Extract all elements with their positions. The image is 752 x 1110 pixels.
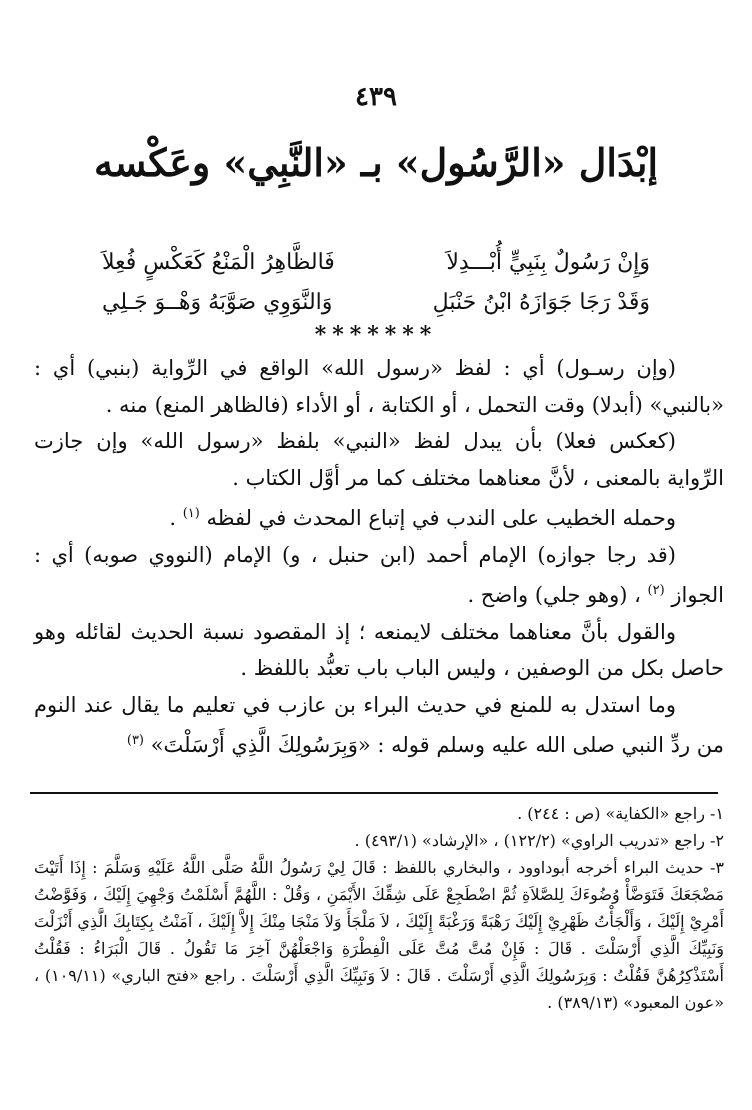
paragraph bbox=[34, 614, 724, 687]
paragraph-text: (وإن رسـول) أي : لفظ «رسول الله» الواقع في الرِّواية (بنبي) أي : «بالنبي» (أبدلا) وقت التحمل ، أو الكتابة ، أو الأداء (فالظاهر المنع) منه . bbox=[34, 356, 724, 417]
paragraph-text: (كعكس فعلا) بأن يبدل لفظ «النبي» بلفظ «رسول الله» وإن جازت الرِّواية بالمعنى ، لأنَّ معناهما مختلف كما مر أوَّل الكتاب . bbox=[34, 429, 724, 490]
asterisk-separator: ******* bbox=[314, 322, 438, 348]
paragraph-tail: ، (وهو جلي) واضح . bbox=[467, 583, 648, 607]
footnote-3: ٣- حديث البراء أخرجه أبوداوود ، والبخاري باللفظ : قَالَ لِيْ رَسُولُ اللَّهُ صَلَّى اللَّهُ عَلَيْهِ وَسَلَّمَ : إِذَا أَتَيْتَ مَضْجَعَكَ فَتَوَضَّأْ وُضُوءَكَ لِلصَّلاَةِ ثُمَّ اضْطَجِعْ عَلَى شِقِّكَ الأَيْمَنِ ، وَقُلْ : اللَّهُمَّ أَسْلَمْتُ وَجْهِيَ إِلَيْكَ ، وَفَوَّضْتُ أَمْرِيْ إِلَيْكَ ، وَأَلْجَأْتُ ظَهْرِيْ إِلَيْكَ رَهْبَةً وَرَغْبَةً إِلَيْكَ ، لاَ مَلْجَأَ وَلاَ مَنْجَا مِنْكَ إِلاَّ إِلَيْكَ ، آمَنْتُ بِكِتَابِكَ الَّذِي أَنْزَلْتَ وَنَبِيِّكَ الَّذِي أَرْسَلْتَ . قَالَ : فَإِنْ مُتَّ مُتَّ عَلَى الْفِطْرَةِ وَاجْعَلْهُنَّ آخِرَ مَا تَقُولُ . قَالَ الْبَرَاءُ : فَقُلْتُ أَسْتَذْكِرُهُنَّ فَقُلْتُ : وَبِرَسُولِكَ الَّذِي أَرْسَلْتَ . قَالَ : لاَ وَنَبِيِّكَ الَّذِي أَرْسَلْتَ . راجع «فتح الباري» (١٠٩/١١) ، «عون المعبود» (٣٨٩/١٣) . bbox=[34, 858, 724, 1012]
paragraph-text: (قد رجا جوازه) الإمام أحمد (ابن حنبل ، و) الإمام (النووي صوبه) أي : الجواز bbox=[34, 542, 724, 607]
verse-line-1 bbox=[102, 242, 650, 282]
commentary-body bbox=[34, 350, 724, 764]
footnote-1: ١- راجع «الكفاية» (ص : ٢٤٤) . bbox=[517, 804, 724, 823]
chapter-title: إبْدَال «الرَّسُول» بـ «النَّبِي» وعَكْسه bbox=[93, 140, 659, 185]
footnote-reference-3[interactable]: (٣) bbox=[126, 733, 144, 748]
footnote-reference-1[interactable]: (١) bbox=[182, 506, 200, 521]
verse-1-first-half: وَإِنْ رَسُولٌ بِنَبِيٍّ أُبْـــدِلاَ bbox=[446, 249, 650, 275]
footnote-2: ٢- راجع «تدريب الراوي» (١٢٢/٢) ، «الإرشاد» (٤٩٣/١) . bbox=[354, 831, 724, 850]
paragraph-text: وما استدل به للمنع في حديث البراء بن عازب في تعليم ما يقال عند النوم من ردِّ النبي صلى الله عليه وسلم قوله : «وَبِرَسُولِكَ الَّذِي أَرْسَلْتَ» bbox=[34, 692, 724, 757]
footnote-divider bbox=[30, 792, 718, 794]
paragraph bbox=[34, 350, 724, 423]
footnote-reference-2[interactable]: (٢) bbox=[647, 583, 665, 598]
footnotes bbox=[34, 800, 724, 1016]
verse-1-second-half: فَالظَّاهِرُ الْمَنْعُ كَعَكْسٍ فُعِلاَ bbox=[102, 249, 335, 275]
page-number: ٤٣٩ bbox=[355, 82, 397, 112]
paragraph bbox=[34, 496, 724, 537]
paragraph-tail: . bbox=[169, 506, 183, 530]
verse-2-first-half: وَقَدْ رَجَا جَوَازَهُ ابْنُ حَنْبَلِ bbox=[432, 289, 650, 315]
paragraph bbox=[34, 423, 724, 496]
verse-2-second-half: وَالنَّوَوِي صَوَّبَهُ وَهْــوَ جَـلِي bbox=[102, 289, 333, 315]
paragraph bbox=[34, 687, 724, 764]
paragraph-text: والقول بأنَّ معناهما مختلف لايمنعه ؛ إذ المقصود نسبة الحديث لقائله وهو حاصل بكل من الوصفين ، وليس الباب باب تعبُّد باللفظ . bbox=[34, 619, 724, 680]
paragraph bbox=[34, 537, 724, 614]
paragraph-text: وحمله الخطيب على الندب في إتباع المحدث في لفظه bbox=[206, 506, 676, 530]
verse-line-2 bbox=[102, 282, 650, 322]
